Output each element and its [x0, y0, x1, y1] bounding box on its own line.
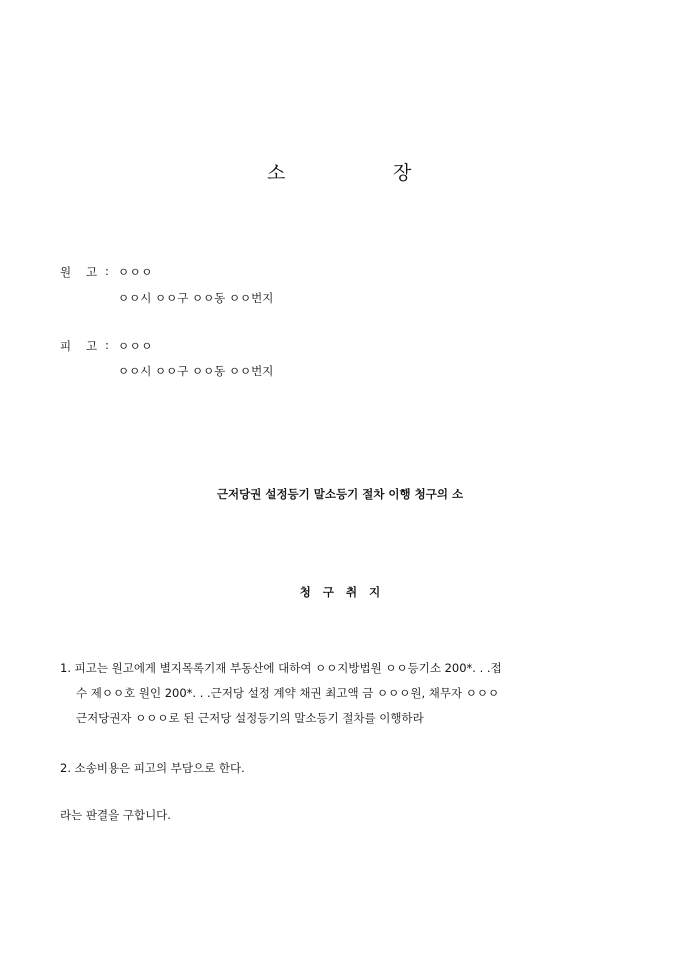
defendant-address: ㅇㅇ시 ㅇㅇ구 ㅇㅇ동 ㅇㅇ번지 — [118, 364, 274, 378]
defendant-label-1: 피 — [60, 339, 72, 353]
plaintiff-name: ㅇㅇㅇ — [118, 265, 153, 279]
defendant-colon: : — [105, 338, 109, 352]
title-char-2: 장 — [393, 162, 412, 184]
claim-item-2: 2. 소송비용은 피고의 부담으로 한다. — [60, 761, 245, 775]
defendant-name: ㅇㅇㅇ — [118, 339, 153, 353]
plaintiff-label-2: 고 — [86, 265, 98, 279]
closing-statement: 라는 판결을 구합니다. — [60, 808, 171, 822]
claim-item-1-line-3: 근저당권자 ㅇㅇㅇ로 된 근저당 설정등기의 말소등기 절차를 이행하라 — [76, 711, 424, 725]
claim-heading: 청 구 취 지 — [299, 585, 381, 599]
claim-item-1-line-1: 1. 피고는 원고에게 별지목록기재 부동산에 대하여 ㅇㅇ지방법원 ㅇㅇ등기소 200*. . .접 — [60, 661, 502, 675]
title-char-1: 소 — [267, 162, 286, 184]
claim-item-1-line-2: 수 제ㅇㅇ호 원인 200*. . .근저당 설정 계약 채권 최고액 금 ㅇㅇㅇ원, 채무자 ㅇㅇㅇ — [76, 686, 500, 700]
plaintiff-address: ㅇㅇ시 ㅇㅇ구 ㅇㅇ동 ㅇㅇ번지 — [118, 291, 274, 305]
plaintiff-colon: : — [105, 264, 109, 278]
defendant-label-2: 고 — [86, 339, 98, 353]
case-title: 근저당권 설정등기 말소등기 절차 이행 청구의 소 — [216, 487, 464, 501]
plaintiff-label-1: 원 — [60, 265, 72, 279]
